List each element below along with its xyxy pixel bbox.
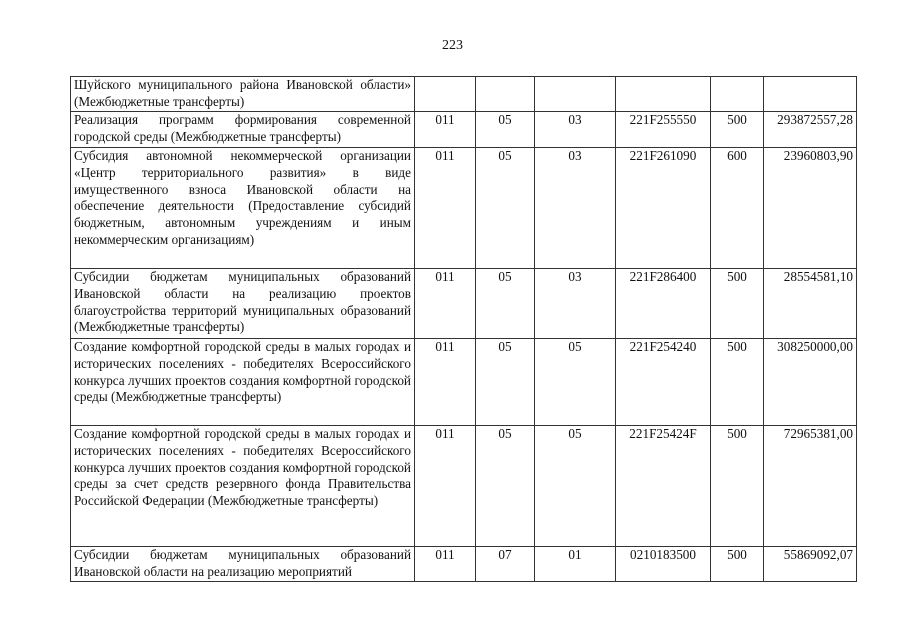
subsection-code	[535, 77, 616, 112]
section-code: 05	[476, 112, 535, 148]
ministry-code: 011	[415, 339, 476, 426]
subsection-code: 03	[535, 269, 616, 339]
table-row	[71, 77, 857, 112]
expense-type-code: 500	[711, 269, 764, 339]
table-row	[71, 547, 857, 582]
ministry-code: 011	[415, 148, 476, 269]
target-article-code: 221F254240	[616, 339, 711, 426]
table-row	[71, 148, 857, 269]
row-description: Субсидии бюджетам муниципальных образований Ивановской области на реализацию проектов благоустройства территорий муниципальных образований (Межбюджетные трансферты)	[71, 269, 415, 339]
amount	[764, 77, 857, 112]
subsection-code: 01	[535, 547, 616, 582]
section-code	[476, 77, 535, 112]
amount: 55869092,07	[764, 547, 857, 582]
amount: 72965381,00	[764, 426, 857, 547]
section-code: 07	[476, 547, 535, 582]
section-code: 05	[476, 148, 535, 269]
row-description: Реализация программ формирования современной городской среды (Межбюджетные трансферты)	[71, 112, 415, 148]
expense-type-code: 600	[711, 148, 764, 269]
row-description: Создание комфортной городской среды в малых городах и исторических поселениях - победителях Всероссийского конкурса лучших проектов создания комфортной городской среды (Межбюджетные трансферты)	[71, 339, 415, 426]
expense-type-code: 500	[711, 547, 764, 582]
expense-type-code: 500	[711, 426, 764, 547]
row-description: Субсидия автономной некоммерческой организации «Центр территориального развития» в виде имущественного взноса Ивановской области на обеспечение деятельности (Предоставление субсидий бюджетным, автономным учреждениям и иным некоммерческим организациям)	[71, 148, 415, 269]
table-row	[71, 339, 857, 426]
section-code: 05	[476, 269, 535, 339]
expense-type-code	[711, 77, 764, 112]
table-row	[71, 269, 857, 339]
amount: 293872557,28	[764, 112, 857, 148]
budget-table	[70, 76, 857, 582]
table-row	[71, 112, 857, 148]
section-code: 05	[476, 426, 535, 547]
page-number: 223	[442, 38, 463, 53]
subsection-code: 05	[535, 339, 616, 426]
subsection-code: 05	[535, 426, 616, 547]
ministry-code	[415, 77, 476, 112]
amount: 28554581,10	[764, 269, 857, 339]
ministry-code: 011	[415, 426, 476, 547]
target-article-code: 221F261090	[616, 148, 711, 269]
target-article-code: 221F286400	[616, 269, 711, 339]
target-article-code: 0210183500	[616, 547, 711, 582]
table-row	[71, 426, 857, 547]
target-article-code: 221F25424F	[616, 426, 711, 547]
ministry-code: 011	[415, 112, 476, 148]
ministry-code: 011	[415, 547, 476, 582]
amount: 23960803,90	[764, 148, 857, 269]
expense-type-code: 500	[711, 339, 764, 426]
ministry-code: 011	[415, 269, 476, 339]
section-code: 05	[476, 339, 535, 426]
subsection-code: 03	[535, 112, 616, 148]
expense-type-code: 500	[711, 112, 764, 148]
amount: 308250000,00	[764, 339, 857, 426]
target-article-code	[616, 77, 711, 112]
target-article-code: 221F255550	[616, 112, 711, 148]
subsection-code: 03	[535, 148, 616, 269]
row-description: Шуйского муниципального района Ивановской области» (Межбюджетные трансферты)	[71, 77, 415, 112]
row-description: Создание комфортной городской среды в малых городах и исторических поселениях - победителях Всероссийского конкурса лучших проектов создания комфортной городской среды за счет средств резервного фонда Правительства Российской Федерации (Межбюджетные трансферты)	[71, 426, 415, 547]
row-description: Субсидии бюджетам муниципальных образований Ивановской области на реализацию мероприятий	[71, 547, 415, 582]
